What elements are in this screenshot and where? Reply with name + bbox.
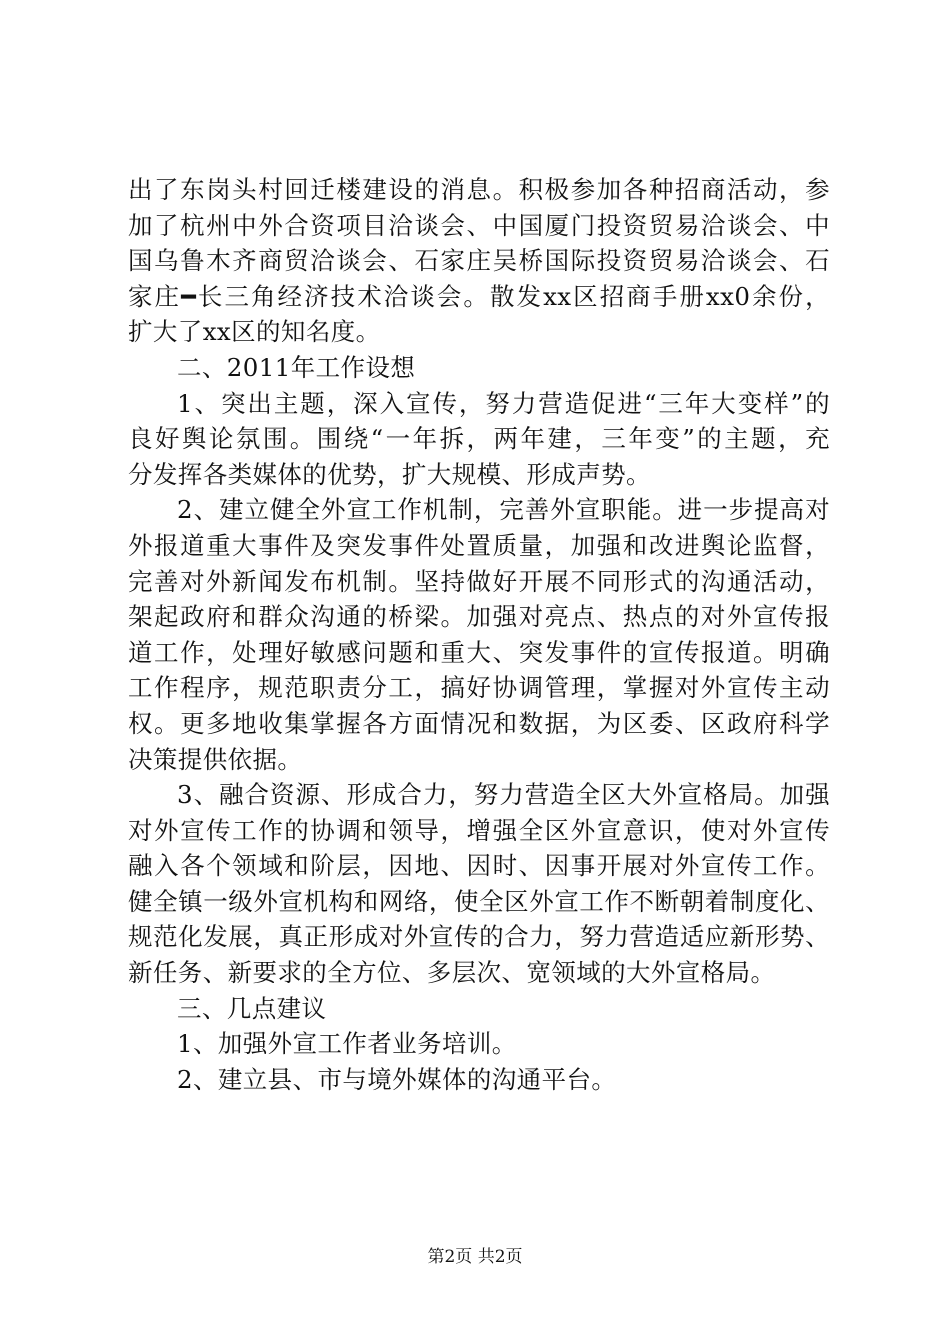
paragraph-heading-3 (128, 991, 830, 1027)
text-line: 加了杭州中外合资项目洽谈会、中国厦门投资贸易洽谈会、中 (128, 210, 830, 240)
text-line: 家庄━长三角经济技术洽谈会。散发xx区招商手册xx0余份， (128, 281, 830, 311)
page-footer: 第2页 共2页 (427, 1247, 523, 1267)
text-line: 国乌鲁木齐商贸洽谈会、石家庄吴桥国际投资贸易洽谈会、石 (128, 246, 830, 276)
text-line: 外报道重大事件及突发事件处置质量，加强和改进舆论监督， (128, 530, 830, 560)
text-line: 出了东岗头村回迁楼建设的消息。积极参加各种招商活动，参 (128, 175, 830, 204)
text-line: 工作程序，规范职责分工，搞好协调管理，掌握对外宣传主动 (128, 673, 830, 703)
paragraph-item-2-1 (128, 386, 830, 493)
text-line: 扩大了xx区的知名度。 (128, 317, 381, 347)
text-line: 二、2011年工作设想 (177, 352, 416, 382)
text-line: 2、建立健全外宣工作机制，完善外宣职能。进一步提高对 (177, 495, 830, 525)
paragraph-item-3-2 (128, 1062, 830, 1098)
paragraph-item-2-2 (128, 492, 830, 777)
text-line: 规范化发展，真正形成对外宣传的合力，努力营造适应新形势、 (128, 922, 830, 952)
document-body (128, 172, 830, 1097)
text-line: 分发挥各类媒体的优势，扩大规模、形成声势。 (128, 459, 651, 489)
text-line: 三、几点建议 (177, 993, 327, 1023)
text-line: 融入各个领域和阶层，因地、因时、因事开展对外宣传工作。 (128, 851, 830, 881)
text-line: 1、突出主题，深入宣传，努力营造促进“三年大变样”的 (177, 388, 830, 418)
text-line: 权。更多地收集掌握各方面情况和数据，为区委、区政府科学 (128, 708, 830, 738)
text-line: 道工作，处理好敏感问题和重大、突发事件的宣传报道。明确 (128, 637, 830, 667)
text-line: 3、融合资源、形成合力，努力营造全区大外宣格局。加强 (177, 780, 830, 810)
text-line: 架起政府和群众沟通的桥梁。加强对亮点、热点的对外宣传报 (128, 602, 830, 632)
text-line: 新任务、新要求的全方位、多层次、宽领域的大外宣格局。 (128, 958, 776, 988)
paragraph-item-3-1 (128, 1026, 830, 1062)
text-line: 良好舆论氛围。围绕“一年拆，两年建，三年变”的主题，充 (128, 424, 830, 454)
text-line: 完善对外新闻发布机制。坚持做好开展不同形式的沟通活动， (128, 566, 830, 596)
paragraph-p-continued (128, 172, 830, 350)
text-line: 对外宣传工作的协调和领导，增强全区外宣意识，使对外宣传 (128, 815, 830, 845)
text-line: 决策提供依据。 (128, 744, 303, 774)
paragraph-item-2-3 (128, 777, 830, 991)
text-line: 健全镇一级外宣机构和网络，使全区外宣工作不断朝着制度化、 (128, 886, 830, 916)
paragraph-heading-2 (128, 350, 830, 386)
text-line: 2、建立县、市与境外媒体的沟通平台。 (177, 1064, 617, 1094)
text-line: 1、加强外宣工作者业务培训。 (177, 1029, 517, 1059)
